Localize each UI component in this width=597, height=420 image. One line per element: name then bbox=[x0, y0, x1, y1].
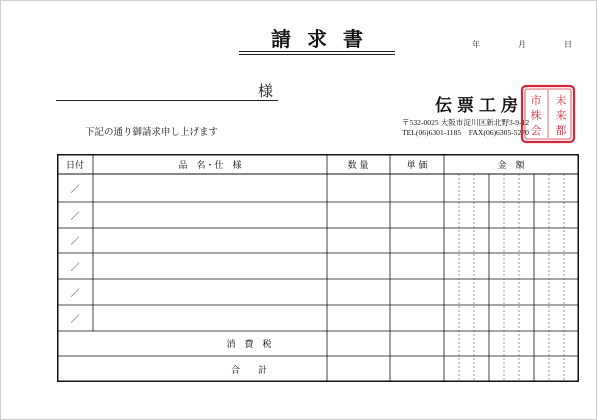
seal-char: 市 bbox=[530, 94, 542, 107]
table-border bbox=[58, 155, 579, 382]
title-underline-thin bbox=[239, 54, 395, 55]
company-seal-stamp bbox=[520, 84, 576, 144]
row-date[interactable]: ／ bbox=[70, 212, 80, 222]
recipient-field-line[interactable] bbox=[56, 100, 278, 101]
seal-char: 会 bbox=[530, 124, 542, 137]
row-date[interactable]: ／ bbox=[70, 289, 80, 299]
seal-char: 株 bbox=[530, 109, 542, 122]
invoice-table bbox=[57, 154, 579, 382]
date-day-label: 日 bbox=[564, 40, 572, 49]
row-date[interactable]: ／ bbox=[70, 315, 80, 325]
row-lines bbox=[57, 174, 579, 356]
header-unit-price: 単 価 bbox=[406, 161, 428, 171]
row-date[interactable]: ／ bbox=[70, 237, 80, 247]
issuer-name: 伝票工房 bbox=[435, 96, 523, 116]
issuer-address: 〒532-0025 大阪市淀川区新北野3-9-12 bbox=[402, 118, 530, 127]
title-underline bbox=[239, 51, 395, 52]
total-label: 合 計 bbox=[230, 366, 268, 376]
header-date: 日付 bbox=[65, 161, 85, 171]
date-year-label: 年 bbox=[472, 40, 480, 49]
row-date[interactable]: ／ bbox=[70, 185, 80, 195]
invoice-title: 請求書 bbox=[271, 27, 379, 51]
amount-digit-dividers bbox=[459, 174, 564, 382]
header-quantity: 数 量 bbox=[347, 161, 369, 171]
row-date[interactable]: ／ bbox=[70, 263, 80, 273]
invoice-message: 下記の通り御請求申し上げます bbox=[85, 127, 219, 138]
issuer-phone: TEL(06)6301-1185 FAX(06)6305-5270 bbox=[402, 128, 529, 137]
date-month-label: 月 bbox=[518, 40, 526, 49]
seal-char: 都 bbox=[555, 124, 567, 137]
tax-label: 消 費 税 bbox=[226, 340, 272, 350]
header-item: 品 名・仕 様 bbox=[178, 161, 242, 171]
seal-char: 来 bbox=[555, 109, 567, 122]
seal-char: 未 bbox=[555, 94, 567, 107]
recipient-suffix: 様 bbox=[258, 82, 274, 100]
amount-group-dividers bbox=[489, 174, 534, 382]
header-amount: 金 額 bbox=[497, 161, 525, 171]
